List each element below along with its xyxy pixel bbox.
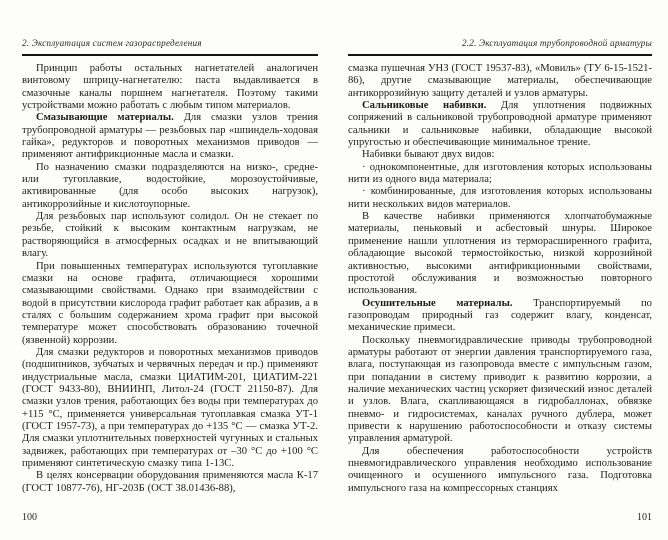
paragraph: В целях консервации оборудования применяются масла К-17 (ГОСТ 10877-76), НГ-203Б (ОСТ 38.01436-88), [22, 470, 318, 494]
header-rule-right [348, 54, 652, 56]
paragraph: Принцип работы остальных нагнетателей аналогичен винтовому шприцу-нагнетателю: паста выдавливается в смазочные каналы поршнем нагнетателя. Поэтому такими устройствами можно работать с любым типом материалов. [22, 63, 318, 112]
page-right [348, 38, 652, 524]
paragraph: Набивки бывают двух видов: [362, 149, 495, 161]
page-body-left [22, 63, 318, 506]
bullet-paragraph: · комбинированные, для изготовления которых использованы нити нескольких видов материалов. [348, 186, 652, 210]
paragraph: смазка пушечная УНЗ (ГОСТ 19537-83), «Мовиль» (ТУ 6-15-1521-86), другие смазывающие материалы, обеспечивающие антикоррозийную защиту деталей и узлов арматуры. [348, 63, 652, 99]
paragraph-lead: Сальниковые набивки. [362, 100, 501, 112]
running-header-right: 2.2. Эксплуатация трубопроводной арматуры [461, 38, 652, 48]
paragraph: Смазывающие материалы. Для смазки узлов трения трубопроводной арматуры — резьбовых пар «шпиндель-ходовая гайка», редукторов и поворотных механизмов приводов — применяют антифрикционные масла и смазки. [22, 112, 318, 161]
paragraph: Поскольку пневмогидравлические приводы трубопроводной арматуры работают от энергии давления транспортируемого газа, влага, поступающая из газопровода вместе с импульсным газом, при попадании в систему приводит к развитию коррозии, а наличие механических частиц ускоряет физический износ деталей и узлов. Влага, скапливающаяся в гидробаллонах, обвязке пневмо- и гидросистемах, каналах ручного дублера, может привести к нарушению работоспособности и отказу системы управления арматурой. [348, 334, 652, 445]
page-number-left: 100 [22, 512, 37, 523]
paragraph: Для обеспечения работоспособности устройств пневмогидравлического управления необходимо использование очищенного и осушенного импульсного газа. Подготовка импульсного газа на компрессорных станциях [348, 445, 652, 494]
paragraph-lead: Осушительные материалы. [362, 297, 534, 309]
page-left [22, 38, 318, 524]
paragraph: В качестве набивки применяются хлопчатобумажные материалы, пеньковый и асбестовый шнуры. Широкое применение нашли уплотнения из терморасширенного графита, обладающие высокой термостойкостью, низкой коррозийной активностью, высокими антифрикционными свойствами, простотой обслуживания и возможностью повторного использования. [348, 211, 652, 297]
paragraph: При повышенных температурах используются тугоплавкие смазки на основе графита, отличающиеся хорошими смазывающими свойствами. Однако при взаимодействии с водой в присутствии кислорода графит работает как абразив, а в сталях с большим содержанием хрома графит при высокой температуре может способствовать образованию точечной (язвенной) коррозии. [22, 260, 318, 346]
running-header-left: 2. Эксплуатация систем газораспределения [22, 38, 202, 48]
header-rule-left [22, 54, 318, 56]
bullet-paragraph: · однокомпонентные, для изготовления которых использованы нити из одного вида материала; [348, 161, 652, 186]
paragraph: Сальниковые набивки. Для уплотнения подвижных сопряжений в сальниковой трубопроводной арматуре применяют сальники и сальниковые набивки, обладающие высокой упругостью и обеспечивающие минимальное трение. [348, 100, 652, 149]
paragraph: Осушительные материалы. Транспортируемый по газопроводам природный газ содержит влагу, конденсат, механические примеси. [348, 297, 652, 334]
paragraph: Для смазки редукторов и поворотных механизмов приводов (подшипников, зубчатых и червячных передач и пр.) применяют индустриальные масла, смазки ЦИАТИМ-201, ЦИАТИМ-221 (ГОСТ 9433-80), ВНИИНП, Литол-24 (ГОСТ 21150-87). Для смазки узлов трения, работающих без воды при температурах до +115 °С, применяется универсальная тугоплавкая смазка УТ-1 (ГОСТ 1957-73), а при температурах до +135 °С — смазка УТ-2. Для смазки уплотнительных поверхностей чугунных и стальных задвижек, работающих при температурах от –30 °С до +100 °С применяют синтетическую смазку типа 1-13С. [22, 346, 318, 469]
paragraph: Для резьбовых пар используют солидол. Он не стекает по резьбе, стойкий к высоким контактным нагрузкам, не растворяющийся в атмосферных осадках и не впитывающий влагу. [22, 211, 318, 260]
page-body-right [348, 63, 652, 506]
page-number-right: 101 [637, 512, 652, 523]
paragraph: По назначению смазки подразделяются на низко-, средне- или тугоплавкие, водостойкие, морозоустойчивые, активированные (для особо высоких нагрузок), антикоррозийные и кислотоупорные. [22, 161, 318, 210]
paragraph-lead: Смазывающие материалы. [36, 112, 184, 124]
